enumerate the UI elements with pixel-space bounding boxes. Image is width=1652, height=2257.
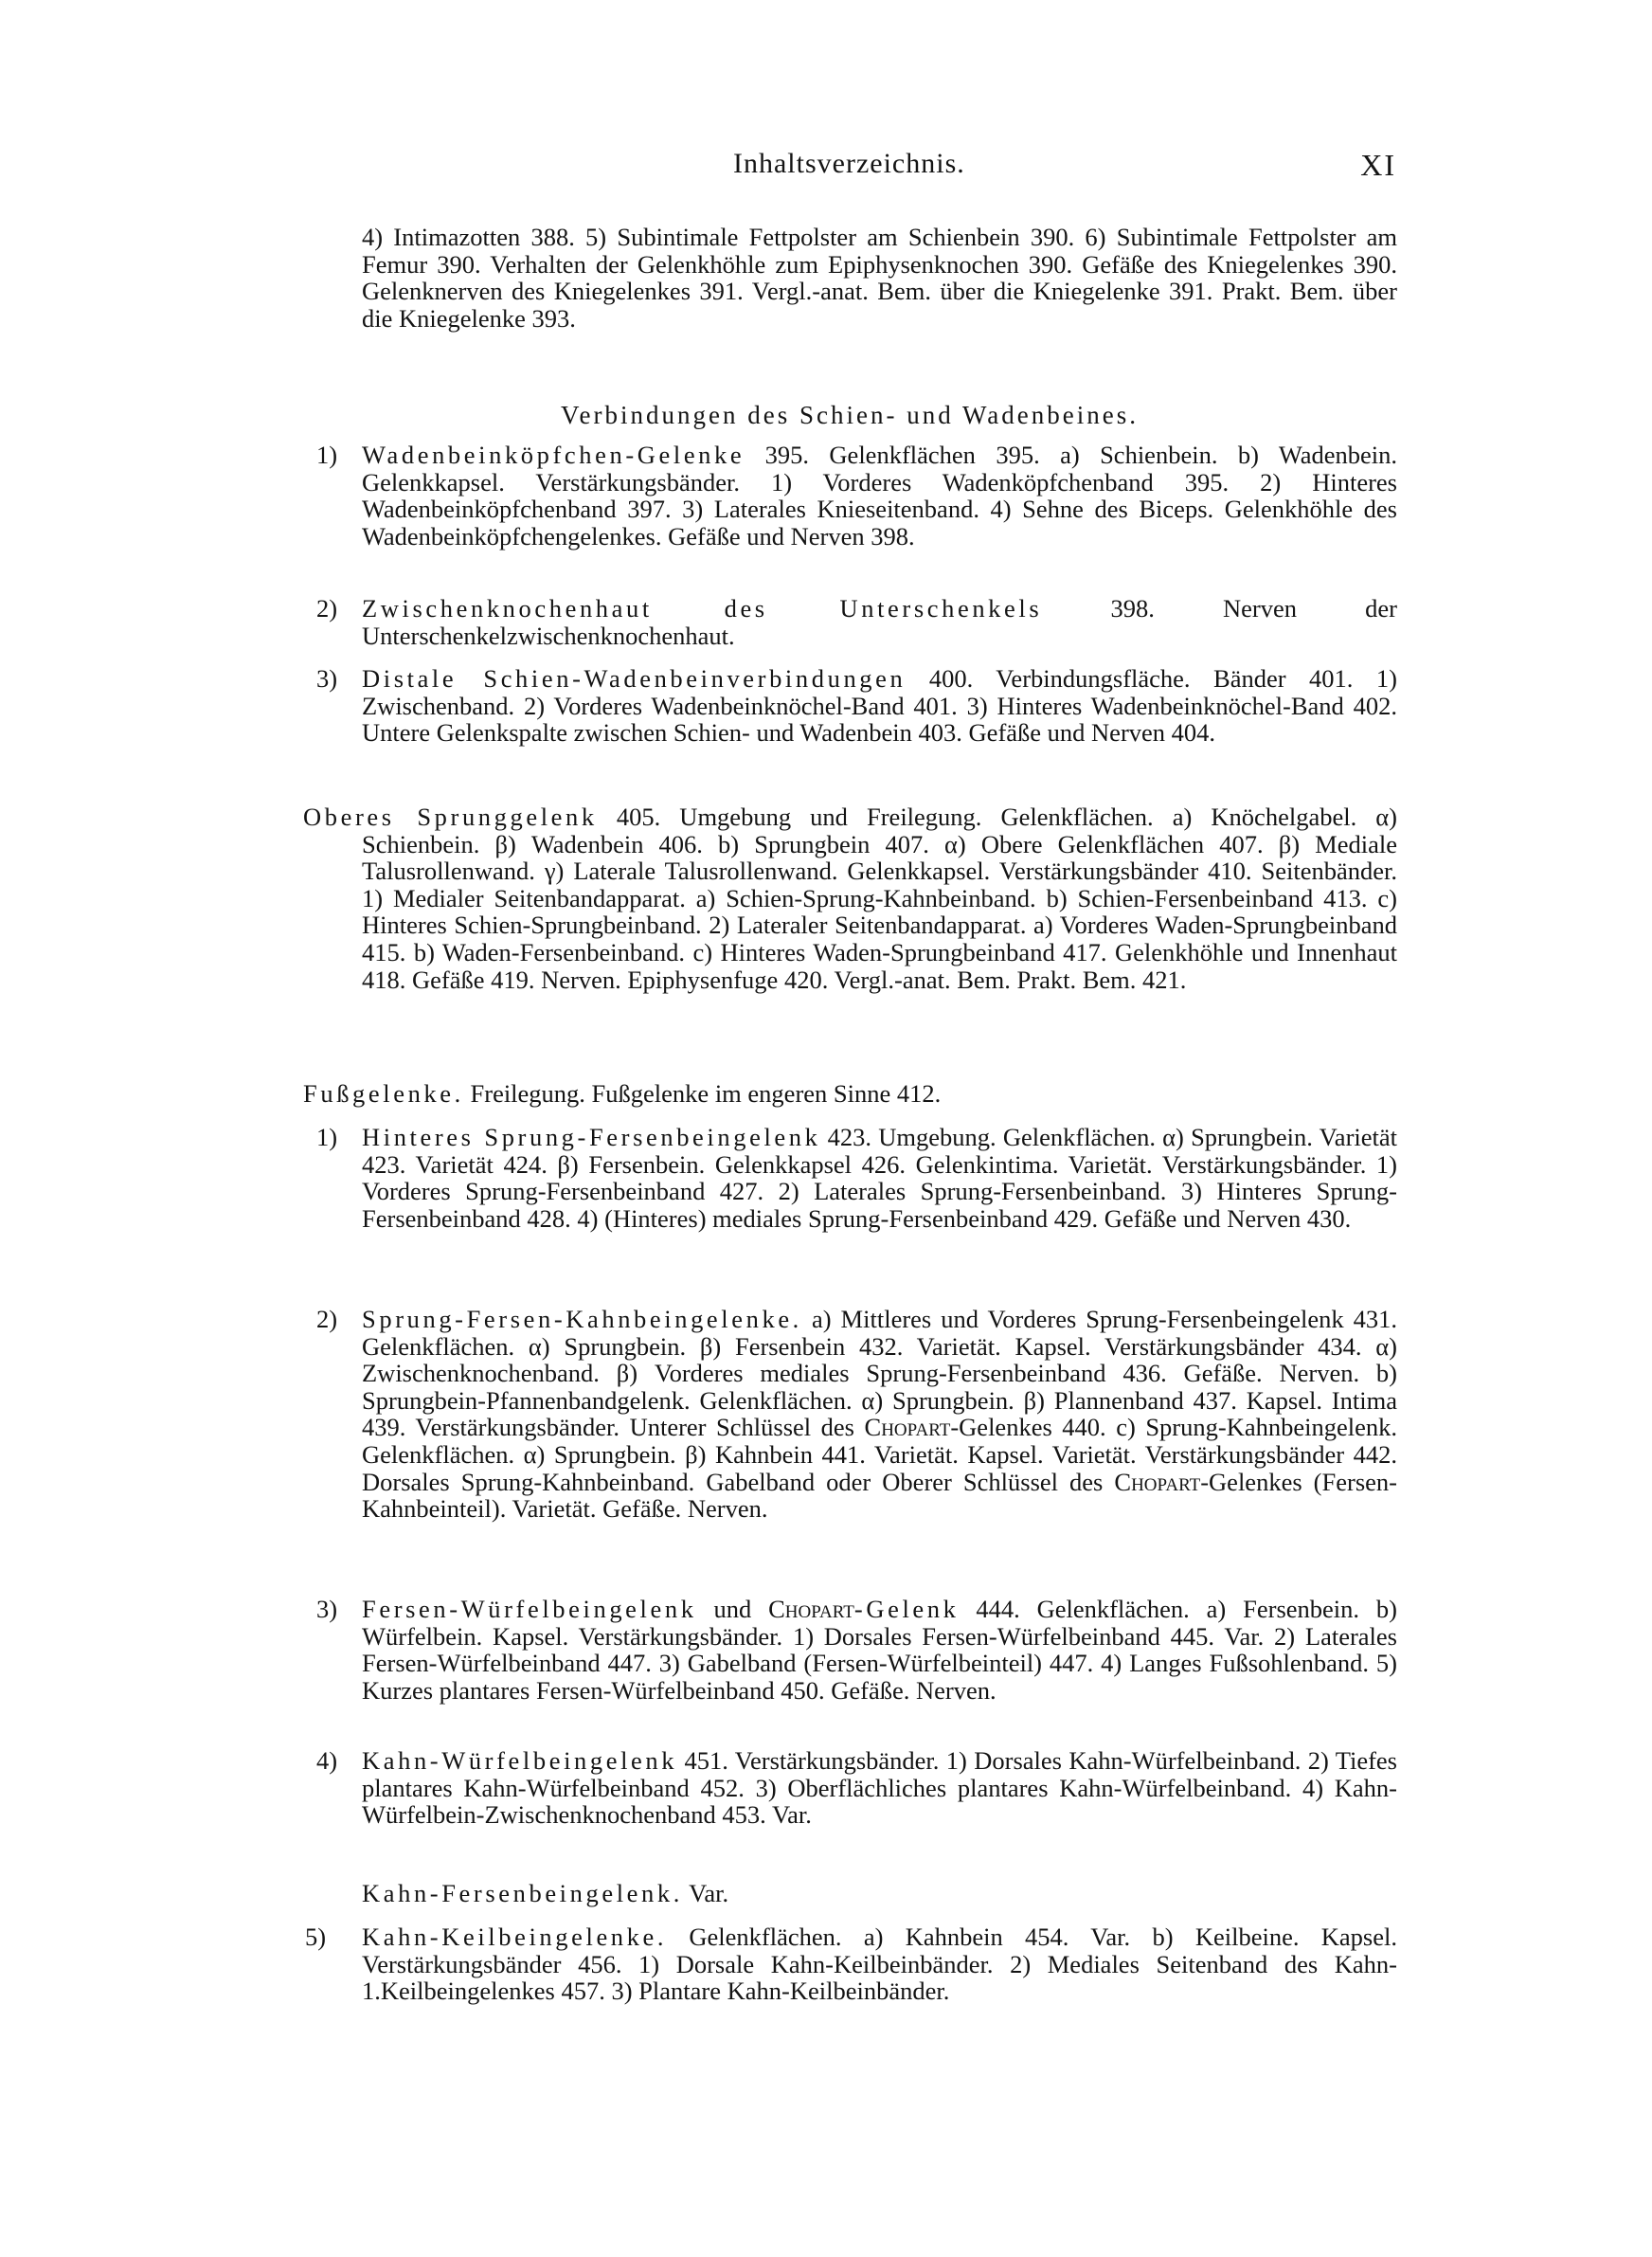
page-number: XI xyxy=(1360,148,1396,182)
entry-chopart-fg2-2: Chopart xyxy=(1114,1467,1201,1496)
entry-text-fg1: 423. Umgebung. Gelenkflächen. α) Sprungbein. Varietät 423. Varietät 424. β) Fersenbein. Gelenkkapsel 426. Gelenkintima. Varietät. Verstärkungsbänder. 1) Vorderes Sprung-Fersenbeinband 427. 2) Laterales Sprung-Fersenbeinband. 3) Hinteres Sprung-Fersenbeinband 428. 4) (Hinteres) mediales Sprung-Fersenbeinband 429. Gefäße und Nerven 430. xyxy=(362,1123,1398,1233)
entry-title-wb3: Distale Schien-Wadenbeinverbindungen xyxy=(362,664,907,693)
entry-title-fg3-und: und xyxy=(696,1595,769,1623)
entry-number-wb3: 3) xyxy=(316,664,338,693)
entry-hinteres-sprung-fersenbeingelenk xyxy=(362,1124,1397,1232)
entry-title-fg5: Kahn-Keilbeingelenke. xyxy=(362,1923,668,1951)
entry-chopart-fg3: Chopart xyxy=(768,1595,854,1623)
entry-kahn-keilbeingelenke xyxy=(362,1923,1397,2005)
entry-text-wb2: 398. Nerven der Unterschenkelzwischenknochenhaut. xyxy=(362,594,1397,650)
entry-text-fg4: 451. Verstärkungsbänder. 1) Dorsales Kahn-Würfelbeinband. 2) Tiefes plantares Kahn-Würfelbeinband 452. 3) Oberflächliches plantares Kahn-Würfelbeinband. 4) Kahn-Würfelbein-Zwischenknochenband 453. Var. xyxy=(362,1746,1397,1830)
running-title: Inhaltsverzeichnis. xyxy=(733,148,965,179)
entry-number-fg1: 1) xyxy=(316,1123,338,1151)
entry-title-wb2: Zwischenknochenhaut des Unterschenkels xyxy=(362,594,1043,623)
entry-number-fg4: 4) xyxy=(316,1746,338,1775)
entry-text-fg3: 444. Gelenkflächen. a) Fersenbein. b) Würfelbein. Kapsel. Verstärkungsbänder. 1) Dorsales Fersen-Würfelbeinband 445. Var. 2) Laterales Fersen-Würfelbeinband 447. 3) Gabelband (Fersen-Würfelbeinteil) 447. 4) Langes Fußsohlenband. 5) Kurzes plantares Fersen-Würfelbeinband 450. Gefäße. Nerven. xyxy=(362,1595,1397,1705)
entry-number-wb2: 2) xyxy=(316,594,338,623)
entry-kahn-fersenbeingelenk xyxy=(362,1880,1397,1907)
knee-continuation-entry xyxy=(362,224,1397,332)
entry-text-wb1: 395. Gelenkflächen 395. a) Schienbein. b) Wadenbein. Gelenkkapsel. Verstärkungsbänder. 1) Vorderes Wadenköpfchenband 395. 2) Hinteres Wadenbeinköpfchenband 397. 3) Laterales Knieseitenband. 4) Sehne des Biceps. Gelenkhöhle des Wadenbeinköpfchengelenkes. Gefäße und Nerven 398. xyxy=(362,441,1397,551)
entry-title-fg3a: Fersen-Würfelbeingelenk xyxy=(362,1595,697,1623)
section-heading-text: Verbindungen des Schien- und Wadenbeines. xyxy=(561,401,1139,429)
entry-fussgelenke xyxy=(303,1080,1397,1108)
entry-number-fg5: 5) xyxy=(305,1923,327,1951)
entry-chopart-fg2-1: Chopart xyxy=(864,1413,951,1442)
entry-title-fg2: Sprung-Fersen-Kahnbeingelenke. xyxy=(362,1305,802,1333)
entry-text-fg2a: a) Mittleres und Vorderes Sprung-Fersenbeingelenk 431. Gelenkflächen. α) Sprungbein. β) Fersenbein 432. Varietät. Kapsel. Verstärkungsbänder 434. α) Zwischenknochenband. β) Vorderes mediales Sprung-Fersenbeinband 436. Gefäße. Nerven. b) Sprungbein-Pfannenbandgelenk. Gelenkflächen. α) Sprungbein. β) Plannenband 437. Kapsel. Intima 439. Verstärkungsbänder. Unterer Schlüssel des xyxy=(362,1305,1397,1442)
entry-number-wb1: 1) xyxy=(316,441,338,469)
entry-title-fg3b: -Gelenk xyxy=(853,1595,960,1623)
entry-text-kf: Var. xyxy=(682,1879,729,1907)
knee-continuation-text: 4) Intimazotten 388. 5) Subintimale Fettpolster am Schienbein 390. 6) Subintimale Fettpolster am Femur 390. Verhalten der Gelenkhöhle zum Epiphysenknochen 390. Gefäße des Kniegelenkes 390. Gelenknerven des Kniegelenkes 391. Vergl.-anat. Bem. über die Kniegelenke 391. Prakt. Bem. über die Kniegelenke 393. xyxy=(362,223,1397,333)
entry-text-os: 405. Umgebung und Freilegung. Gelenkflächen. a) Knöchelgabel. α) Schienbein. β) Wadenbein 406. b) Sprungbein 407. α) Obere Gelenkflächen 407. β) Mediale Talusrollenwand. γ) Laterale Talusrollenwand. Gelenkkapsel. Verstärkungsbänder 410. Seitenbänder. 1) Medialer Seitenbandapparat. a) Schien-Sprung-Kahnbeinband. b) Schien-Fersenbeinband 413. c) Hinteres Schien-Sprungbeinband. 2) Lateraler Seitenbandapparat. a) Vorderes Waden-Sprungbeinband 415. b) Waden-Fersenbeinband. c) Hinteres Waden-Sprungbeinband 417. Gelenkhöhle und Innenhaut 418. Gefäße 419. Nerven. Epiphysenfuge 420. Vergl.-anat. Bem. Prakt. Bem. 421. xyxy=(362,803,1397,994)
entry-number-fg3: 3) xyxy=(316,1595,338,1623)
entry-sprung-fersen-kahnbeingelenke xyxy=(362,1306,1397,1523)
entry-kahn-wuerfelbeingelenk xyxy=(362,1747,1397,1829)
entry-text-wb3: 400. Verbindungsfläche. Bänder 401. 1) Zwischenband. 2) Vorderes Wadenbeinknöchel-Band 401. 3) Hinteres Wadenbeinknöchel-Band 402. Untere Gelenkspalte zwischen Schien- und Wadenbein 403. Gefäße und Nerven 404. xyxy=(362,664,1397,748)
entry-title-wb1: Wadenbeinköpfchen-Gelenke xyxy=(362,441,745,469)
entry-title-fg4: Kahn-Würfelbeingelenk xyxy=(362,1746,678,1775)
entry-text-fg5: Gelenkflächen. a) Kahnbein 454. Var. b) Keilbeine. Kapsel. Verstärkungsbänder 456. 1) Dorsale Kahn-Keilbeinbänder. 2) Mediales Seitenband des Kahn-1.Keilbeingelenkes 457. 3) Plantare Kahn-Keilbeinbänder. xyxy=(362,1923,1397,2006)
entry-oberes-sprunggelenk xyxy=(303,803,1397,993)
entry-text-fg: Freilegung. Fußgelenke im engeren Sinne 412. xyxy=(463,1079,942,1108)
page-header xyxy=(303,148,1396,190)
entry-text-fg2b: -Gelenkes 440. c) Sprung-Kahnbeingelenk. Gelenkflächen. α) Sprungbein. β) Kahnbein 441. Varietät. Kapsel. Varietät. Verstärkungsbänder 442. Dorsales Sprung-Kahnbeinband. Gabelband oder Oberer Schlüssel des xyxy=(362,1413,1397,1496)
entry-title-kf: Kahn-Fersenbeingelenk. xyxy=(362,1879,683,1907)
entry-number-fg2: 2) xyxy=(316,1305,338,1333)
entry-title-os: Oberes Sprunggelenk xyxy=(303,803,598,831)
entry-fersen-wuerfelbeingelenk xyxy=(362,1596,1397,1704)
entry-title-fg1: Hinteres Sprung-Fersenbeingelenk xyxy=(362,1123,821,1151)
entry-zwischenknochenhaut xyxy=(362,595,1397,649)
entry-text-fg2c: -Gelenkes (Fersen-Kahnbeinteil). Varietät. Gefäße. Nerven. xyxy=(362,1467,1397,1524)
section-heading xyxy=(303,402,1396,429)
entry-wadenbeinkoepfchen xyxy=(362,442,1397,550)
entry-title-fg: Fußgelenke. xyxy=(303,1079,464,1108)
entry-distale-verbindungen xyxy=(362,665,1397,747)
